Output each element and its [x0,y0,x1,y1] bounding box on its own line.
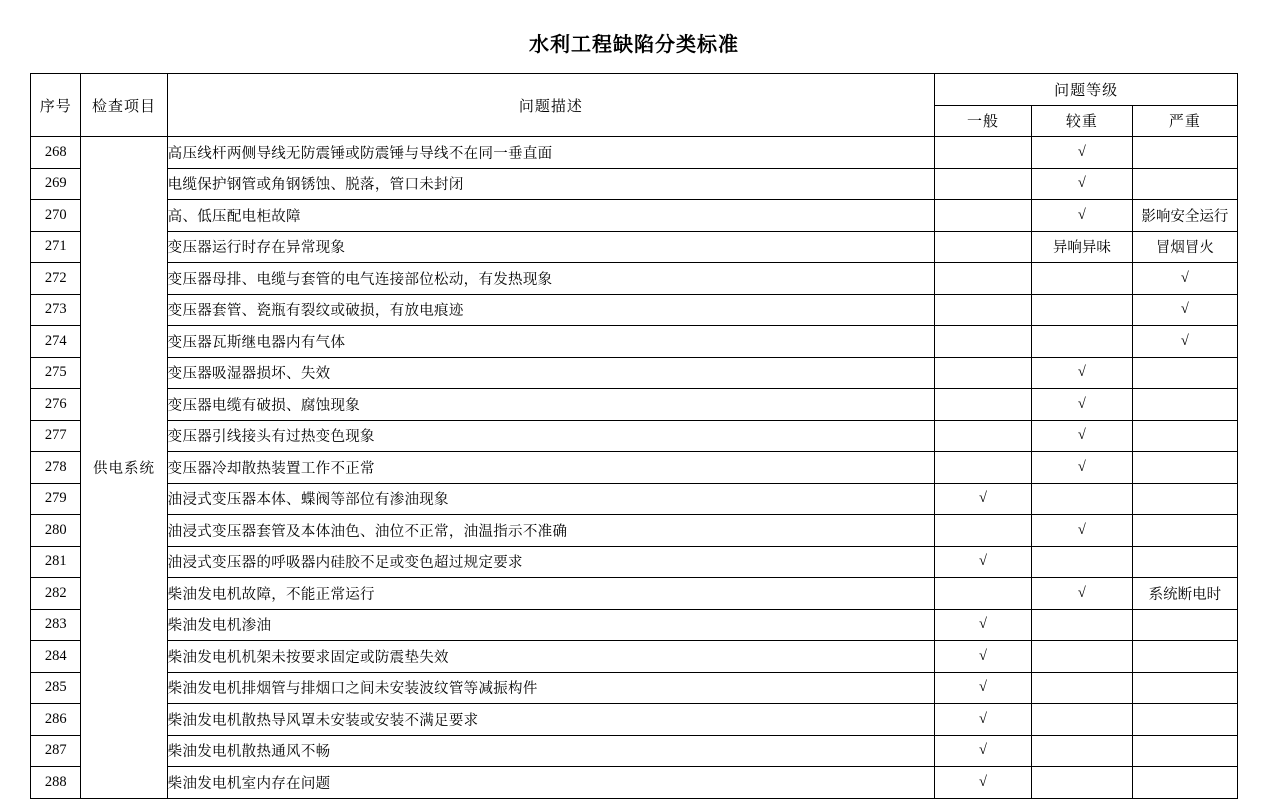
problem-description: 变压器电缆有破损、腐蚀现象 [167,389,935,421]
grade-light-cell [935,389,1032,421]
grade-severe-cell: 系统断电时 [1132,578,1237,610]
grade-medium-cell [1031,767,1132,799]
table-row [31,357,1238,389]
table-row [31,515,1238,547]
table-row [31,231,1238,263]
grade-light-cell: √ [935,641,1032,673]
grade-medium-cell [1031,546,1132,578]
grade-light-cell [935,168,1032,200]
problem-description: 油浸式变压器套管及本体油色、油位不正常，油温指示不准确 [167,515,935,547]
header-item: 检查项目 [81,74,167,137]
header-description: 问题描述 [167,74,935,137]
problem-description: 变压器吸湿器损坏、失效 [167,357,935,389]
row-number: 280 [31,515,81,547]
row-number: 283 [31,609,81,641]
table-row [31,483,1238,515]
row-number: 287 [31,735,81,767]
table-row [31,609,1238,641]
grade-severe-cell: √ [1132,294,1237,326]
problem-description: 柴油发电机排烟管与排烟口之间未安装波纹管等减振构件 [167,672,935,704]
row-number: 273 [31,294,81,326]
problem-description: 柴油发电机故障，不能正常运行 [167,578,935,610]
row-number: 288 [31,767,81,799]
grade-medium-cell: √ [1031,515,1132,547]
table-row [31,200,1238,232]
grade-severe-cell [1132,483,1237,515]
defect-classification-table [30,73,1238,799]
problem-description: 电缆保护钢管或角钢锈蚀、脱落，管口未封闭 [167,168,935,200]
row-number: 277 [31,420,81,452]
problem-description: 变压器运行时存在异常现象 [167,231,935,263]
grade-medium-cell [1031,326,1132,358]
row-number: 285 [31,672,81,704]
table-row [31,168,1238,200]
grade-light-cell [935,231,1032,263]
grade-light-cell: √ [935,672,1032,704]
row-number: 281 [31,546,81,578]
grade-medium-cell [1031,483,1132,515]
table-row [31,767,1238,799]
grade-medium-cell: √ [1031,137,1132,169]
grade-medium-cell [1031,735,1132,767]
grade-light-cell [935,452,1032,484]
grade-medium-cell [1031,641,1132,673]
grade-severe-cell [1132,546,1237,578]
grade-severe-cell [1132,641,1237,673]
problem-description: 油浸式变压器的呼吸器内硅胶不足或变色超过规定要求 [167,546,935,578]
row-number: 271 [31,231,81,263]
grade-severe-cell [1132,168,1237,200]
problem-description: 变压器瓦斯继电器内有气体 [167,326,935,358]
grade-severe-cell: 冒烟冒火 [1132,231,1237,263]
grade-severe-cell [1132,137,1237,169]
grade-severe-cell [1132,420,1237,452]
table-row [31,578,1238,610]
table-row [31,704,1238,736]
grade-medium-cell: √ [1031,200,1132,232]
problem-description: 柴油发电机散热通风不畅 [167,735,935,767]
problem-description: 柴油发电机渗油 [167,609,935,641]
grade-light-cell [935,294,1032,326]
grade-severe-cell [1132,389,1237,421]
grade-severe-cell [1132,672,1237,704]
row-number: 286 [31,704,81,736]
header-grade-group: 问题等级 [935,74,1238,106]
grade-light-cell [935,578,1032,610]
grade-medium-cell [1031,609,1132,641]
grade-severe-cell [1132,767,1237,799]
grade-medium-cell: √ [1031,357,1132,389]
grade-light-cell [935,263,1032,295]
grade-light-cell [935,357,1032,389]
problem-description: 柴油发电机室内存在问题 [167,767,935,799]
table-row [31,389,1238,421]
problem-description: 变压器母排、电缆与套管的电气连接部位松动，有发热现象 [167,263,935,295]
grade-light-cell [935,420,1032,452]
grade-medium-cell: √ [1031,389,1132,421]
problem-description: 变压器冷却散热装置工作不正常 [167,452,935,484]
grade-severe-cell [1132,357,1237,389]
grade-severe-cell: √ [1132,263,1237,295]
table-row [31,137,1238,169]
table-row [31,735,1238,767]
problem-description: 变压器引线接头有过热变色现象 [167,420,935,452]
problem-description: 高、低压配电柜故障 [167,200,935,232]
grade-severe-cell [1132,452,1237,484]
row-number: 284 [31,641,81,673]
header-grade-light: 一般 [935,105,1032,137]
grade-severe-cell [1132,735,1237,767]
inspection-item-group: 供电系统 [81,137,167,799]
row-number: 282 [31,578,81,610]
table-header-row-1 [31,74,1238,106]
grade-medium-cell [1031,672,1132,704]
problem-description: 柴油发电机机架未按要求固定或防震垫失效 [167,641,935,673]
grade-severe-cell [1132,704,1237,736]
grade-severe-cell: 影响安全运行 [1132,200,1237,232]
table-row [31,326,1238,358]
grade-light-cell: √ [935,609,1032,641]
row-number: 272 [31,263,81,295]
page-title: 水利工程缺陷分类标准 [529,34,739,56]
grade-medium-cell [1031,294,1132,326]
grade-light-cell: √ [935,704,1032,736]
row-number: 278 [31,452,81,484]
problem-description: 高压线杆两侧导线无防震锤或防震锤与导线不在同一垂直面 [167,137,935,169]
row-number: 276 [31,389,81,421]
header-grade-severe: 严重 [1132,105,1237,137]
table-header [31,74,1238,137]
problem-description: 柴油发电机散热导风罩未安装或安装不满足要求 [167,704,935,736]
grade-light-cell [935,515,1032,547]
grade-medium-cell: √ [1031,168,1132,200]
row-number: 279 [31,483,81,515]
table-row [31,672,1238,704]
problem-description: 变压器套管、瓷瓶有裂纹或破损，有放电痕迹 [167,294,935,326]
row-number: 269 [31,168,81,200]
grade-severe-cell: √ [1132,326,1237,358]
grade-light-cell: √ [935,546,1032,578]
row-number: 275 [31,357,81,389]
grade-medium-cell [1031,263,1132,295]
table-row [31,263,1238,295]
row-number: 274 [31,326,81,358]
grade-medium-cell: √ [1031,420,1132,452]
grade-medium-cell: √ [1031,452,1132,484]
table-row [31,546,1238,578]
table-body [31,137,1238,799]
grade-light-cell [935,326,1032,358]
header-no: 序号 [31,74,81,137]
grade-severe-cell [1132,515,1237,547]
row-number: 270 [31,200,81,232]
grade-light-cell [935,200,1032,232]
header-grade-medium: 较重 [1031,105,1132,137]
table-row [31,452,1238,484]
grade-light-cell: √ [935,767,1032,799]
grade-medium-cell: √ [1031,578,1132,610]
table-row [31,641,1238,673]
grade-severe-cell [1132,609,1237,641]
grade-medium-cell: 异响异味 [1031,231,1132,263]
table-row [31,294,1238,326]
problem-description: 油浸式变压器本体、蝶阀等部位有渗油现象 [167,483,935,515]
grade-light-cell: √ [935,483,1032,515]
row-number: 268 [31,137,81,169]
grade-light-cell: √ [935,735,1032,767]
grade-light-cell [935,137,1032,169]
grade-medium-cell [1031,704,1132,736]
table-row [31,420,1238,452]
